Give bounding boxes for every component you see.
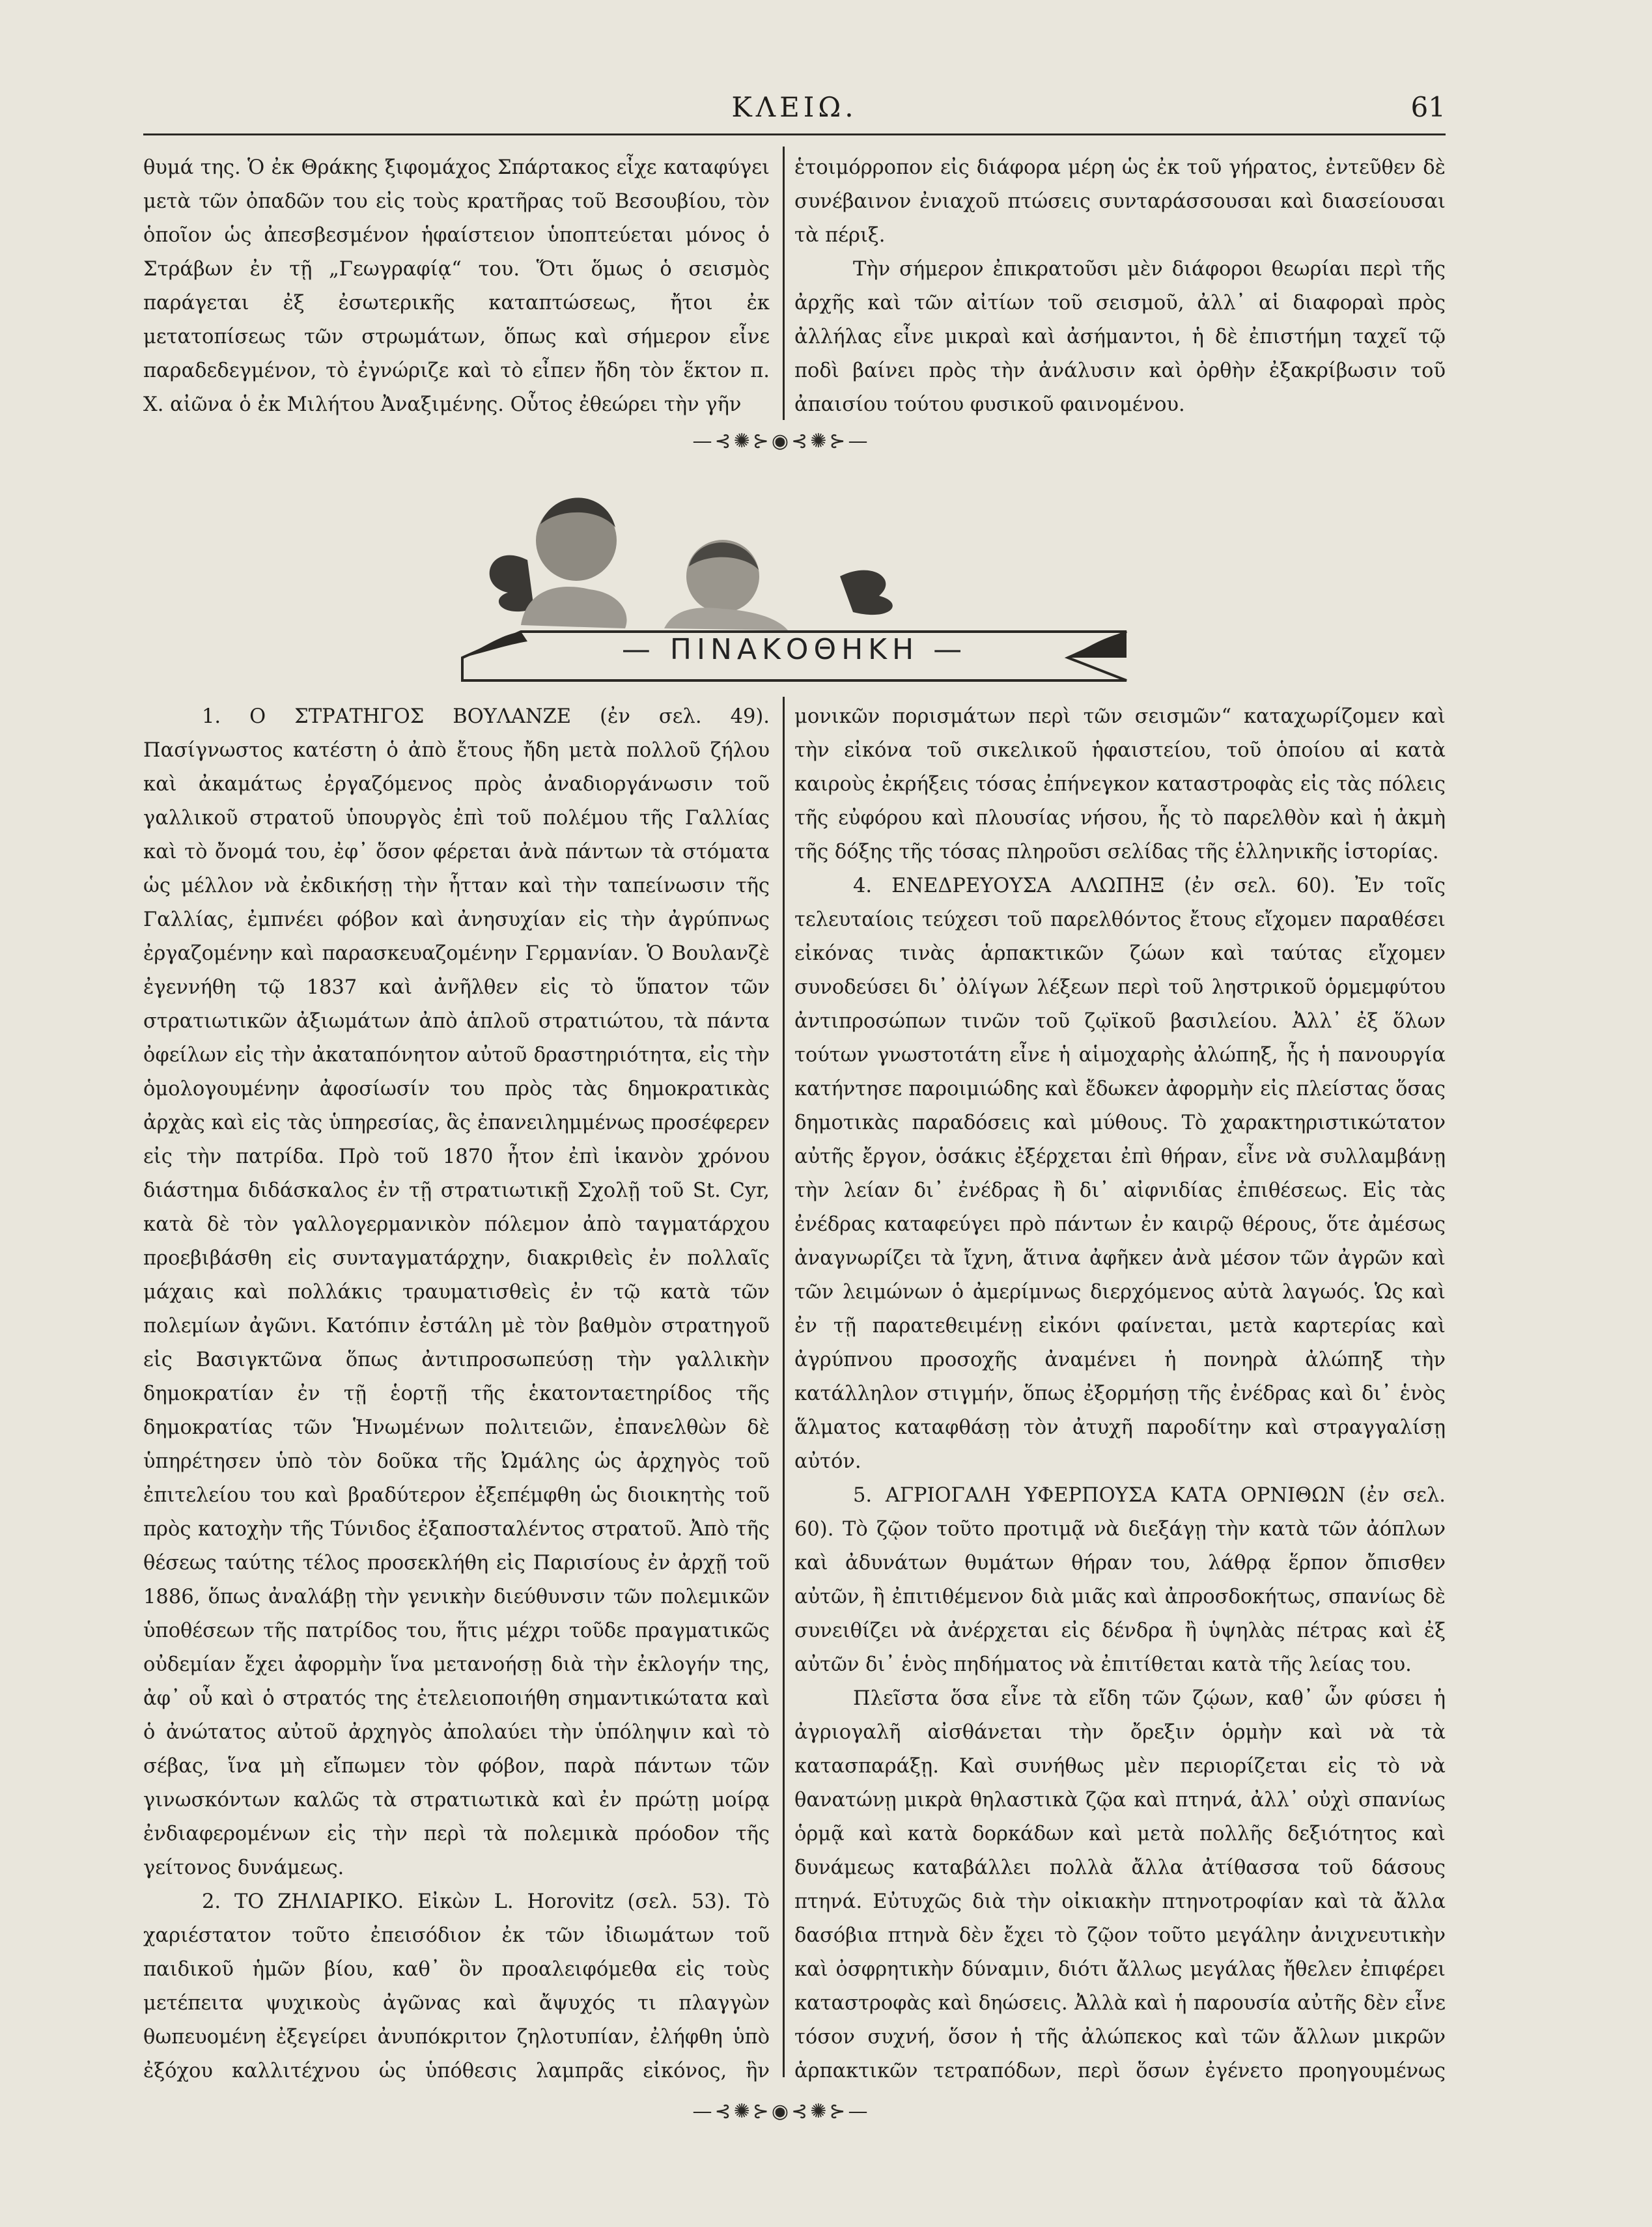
left-cherub-body (521, 587, 627, 628)
article-wildcat-continued: Πλεῖστα ὅσα εἶνε τὰ εἴδη τῶν ζῴων, καθ᾽ ὧν φύσει ἡ ἀγριογαλῆ αἰσθάνεται τὴν ὄρεξιν ὁρμὴν καὶ νὰ τὰ κατασπαράξῃ. Καὶ συνήθως μὲν περιορίζεται εἰς τὸ νὰ θανατώνῃ μικρὰ θηλαστικὰ ζῷα καὶ πτηνά, ἀλλ᾽ οὐχὶ σπανίως ὁρμᾷ καὶ κατὰ δορκάδων καὶ μετὰ πολλῆς δεξιότητος καὶ δυνάμεως καταβάλλει πολλὰ ἄλλα ἀτίθασσα τοῦ δάσους πτηνά. Εὐτυχῶς διὰ τὴν οἰκιακὴν πτηνοτροφίαν καὶ τὰ ἄλλα δασόβια πτηνὰ δὲν ἔχει τὸ ζῷον τοῦτο μεγάλην ἀνιχνευτικὴν καὶ ὀσφρητικὴν δύναμιν, διότι ἄλλως μεγάλας ἤθελεν ἐπιφέρει καταστροφὰς καὶ δηώσεις. Ἀλλὰ καὶ ἡ παρουσία αὐτῆς δὲν εἶνε τόσον συχνή, ὅσον ἡ τῆς ἀλώπεκος καὶ τῶν ἄλλων μικρῶν ἁρπακτικῶν τετραπόδων, περὶ ὅσων ἐγένετο προηγουμένως (794, 1687, 1446, 2082)
top-ornament: —⊰✺⊱◉⊰✺⊱— (692, 430, 871, 453)
top-right-paragraph-2: Τὴν σήμερον ἐπικρατοῦσι μὲν διάφοροι θεωρίαι περὶ τῆς ἀρχῆς καὶ τῶν αἰτίων τοῦ σεισμοῦ, ἀλλ᾽ αἱ διαφοραὶ πρὸς ἀλλήλας εἶνε μικραὶ καὶ ἀσήμαντοι, ἡ δὲ ἐπιστήμη ταχεῖ τῷ ποδὶ βαίνει πρὸς τὴν ἀνάλυσιν καὶ ὀρθὴν ἐξακρίβωσιν τοῦ ἀπαισίου τούτου φυσικοῦ φαινομένου. (794, 258, 1446, 416)
top-column-rule (783, 147, 785, 420)
article-zealous-child: 2. ΤΟ ΖΗΛΙΑΡΙΚΟ. Εἰκὼν L. Horovitz (σελ. 53). Τὸ χαριέστατον τοῦτο ἐπεισόδιον ἐκ τῶν ἰδιωμάτων τοῦ παιδικοῦ ἡμῶν βίου, καθ᾽ ὃν προαλειφόμεθα εἰς τοὺς μετέπειτα ψυχικοὺς ἀγῶνας καὶ ἄψυχός τι πλαγγὼν θωπευομένη ἐξεγείρει ἀνυπόκριτον ζηλοτυπίαν, ἐλήφθη ὑπὸ ἐξόχου καλλιτέχνου ὡς ὑπόθεσις λαμπρᾶς εἰκόνος, ἣν (143, 1890, 770, 2082)
right-cherub-arms (664, 608, 788, 630)
banner-label: — ΠΙΝΑΚΟΘΗΚΗ — (621, 633, 968, 666)
main-right-column (794, 700, 1446, 2084)
running-title: ΚΛΕΙΩ. (731, 91, 858, 123)
article-wildcat: 5. ΑΓΡΙΟΓΑΛΗ ΥΦΕΡΠΟΥΣΑ ΚΑΤΑ ΟΡΝΙΘΩΝ (ἐν σελ. 60). Τὸ ζῷον τοῦτο προτιμᾷ νὰ διεξάγῃ τὴν κατὰ τῶν ἀόπλων καὶ ἀδυνάτων θυμάτων θήραν του, λάθρᾳ ἕρπον ὄπισθεν αὐτῶν, ἢ ἐπιτιθέμενον διὰ μιᾶς καὶ ἀπροσδοκήτως, σπανίως δὲ συνειθίζει νὰ ἀνέρχεται εἰς δένδρα ἢ ὑψηλὰς πέτρας καὶ ἐξ αὐτῶν δι᾽ ἑνὸς πηδήματος νὰ ἐπιτίθεται κατὰ τῆς λείας του. (794, 1484, 1446, 1676)
top-left-paragraph: θυμά της. Ὁ ἐκ Θράκης ξιφομάχος Σπάρτακος εἶχε καταφύγει μετὰ τῶν ὀπαδῶν του εἰς τοὺς κρατῆρας τοῦ Βεσουβίου, τὸν ὁποῖον ὡς ἀπεσβεσμένον ἡφαίστειον ὑποπτεύεται μόνος ὁ Στράβων ἐν τῇ „Γεωγραφίᾳ“ του. Ὅτι ὅμως ὁ σεισμὸς παράγεται ἐξ ἐσωτερικῆς καταπτώσεως, ἤτοι ἐκ μετατοπίσεως τῶν στρωμάτων, ὅπως καὶ σήμερον εἶνε παραδεδεγμένον, τὸ ἐγνώριζε καὶ τὸ εἶπεν ἤδη τὸν ἕκτον π. Χ. αἰῶνα ὁ ἐκ Μιλήτου Ἀναξιμένης. Οὗτος ἐθεώρει τὴν γῆν (143, 156, 770, 416)
top-left-column (143, 151, 770, 425)
right-wing-shape (840, 570, 893, 615)
page-header (143, 91, 1446, 137)
pinakothiki-banner (449, 462, 1140, 684)
top-right-paragraph-1: ἑτοιμόρροπον εἰς διάφορα μέρη ὡς ἐκ τοῦ γήρατος, ἐντεῦθεν δὲ συνέβαινον ἐνιαχοῦ πτώσεις συνταράσσουσαι καὶ διασείουσαι τὰ πέριξ. (794, 156, 1446, 247)
article-etna-continued: μονικῶν πορισμάτων περὶ τῶν σεισμῶν“ καταχωρίζομεν καὶ τὴν εἰκόνα τοῦ σικελικοῦ ἡφαιστείου, τοῦ ὁποίου αἱ κατὰ καιροὺς ἐκρήξεις τόσας ἐπήνεγκον καταστροφὰς εἰς τὰς πόλεις τῆς εὐφόρου καὶ πλουσίας νήσου, ἧς τὸ παρελθὸν καὶ ἡ ἀκμὴ τῆς δόξης τῆς τόσας πληροῦσι σελίδας τῆς ἑλληνικῆς ἱστορίας. (794, 705, 1446, 863)
main-column-rule (783, 697, 785, 2077)
page-number: 61 (1410, 91, 1446, 123)
article-lurking-fox: 4. ΕΝΕΔΡΕΥΟΥΣΑ ΑΛΩΠΗΞ (ἐν σελ. 60). Ἐν τοῖς τελευταίοις τεύχεσι τοῦ παρελθόντος ἔτους εἴχομεν παραθέσει εἰκόνας τινὰς ἁρπακτικῶν ζώων καὶ ταύτας εἴχομεν συνοδεύσει δι᾽ ὀλίγων λέξεων περὶ τοῦ ληστρικοῦ ὁρμεμφύτου ἀντιπροσώπων τινῶν τοῦ ζῳϊκοῦ βασιλείου. Ἀλλ᾽ ἐξ ὅλων τούτων γνωστοτάτη εἶνε ἡ αἱμοχαρὴς ἀλώπηξ, ἧς ἡ πανουργία κατήντησε παροιμιώδης καὶ ἔδωκεν ἀφορμὴν εἰς πλείστας ὅσας δημοτικὰς παραδόσεις καὶ μύθους. Τὸ χαρακτηριστικώτατον αὐτῆς ἔργον, ὁσάκις ἐξέρχεται ἐπὶ θήραν, εἶνε νὰ συλλαμβάνῃ τὴν λείαν δι᾽ ἐνέδρας ἢ δι᾽ αἰφνιδίας ἐπιθέσεως. Εἰς τὰς ἐνέδρας καταφεύγει πρὸ πάντων ἐν καιρῷ θέρους, ὅτε ἀμέσως ἀναγνωρίζει τὰ ἴχνη, ἅτινα ἀφῆκεν ἀνὰ μέσον τῶν ἀγρῶν καὶ τῶν λειμώνων ὁ ἀμερίμνως διερχόμενος αὐτὰ λαγωός. Ὡς καὶ ἐν τῇ παρατεθειμένῃ εἰκόνι φαίνεται, μετὰ καρτερίας καὶ ἀγρύπνου προσοχῆς ἀναμένει ἡ πονηρὰ ἀλώπηξ τὴν κατάλληλον στιγμήν, ὅπως ἐξορμήσῃ τῆς ἐνέδρας καὶ δι᾽ ἑνὸς ἅλματος καταφθάσῃ τὸν ἀτυχῆ παροδίτην καὶ στραγγαλίσῃ αὐτόν. (794, 875, 1446, 1473)
main-left-column (143, 700, 770, 2084)
bottom-ornament: —⊰✺⊱◉⊰✺⊱— (692, 2100, 871, 2123)
top-right-column (794, 151, 1446, 425)
article-boulanger: 1. Ο ΣΤΡΑΤΗΓΟΣ ΒΟΥΛΑΝΖΕ (ἐν σελ. 49). Πασίγνωστος κατέστη ὁ ἀπὸ ἔτους ἤδη μετὰ πολλοῦ ζήλου καὶ ἀκαμάτως ἐργαζόμενος πρὸς ἀναδιοργάνωσιν τοῦ γαλλικοῦ στρατοῦ ὑπουργὸς ἐπὶ τοῦ πολέμου τῆς Γαλλίας καὶ τὸ ὄνομά του, ἐφ᾽ ὅσον φέρεται ἀνὰ πάντων τὰ στόματα ὡς μέλλον νὰ ἐκδικήσῃ τὴν ἧτταν καὶ τὴν ταπείνωσιν τῆς Γαλλίας, ἐμπνέει φόβον καὶ ἀνησυχίαν εἰς τὴν ἀγρύπνως ἐργαζομένην καὶ παρασκευαζομένην Γερμανίαν. Ὁ Βουλανζὲ ἐγεννήθη τῷ 1837 καὶ ἀνῆλθεν εἰς τὸ ὕπατον τῶν στρατιωτικῶν ἀξιωμάτων ἀπὸ ἁπλοῦ στρατιώτου, τὰ πάντα ὀφείλων εἰς τὴν ἀκαταπόνητον αὐτοῦ δραστηριότητα, εἰς τὴν ὁμολογουμένην ἀφοσίωσίν του πρὸς τὰς δημοκρατικὰς ἀρχὰς καὶ εἰς τὰς ὑπηρεσίας, ἃς ἐπανειλημμένως προσέφερεν εἰς τὴν πατρίδα. Πρὸ τοῦ 1870 ἦτον ἐπὶ ἱκανὸν χρόνου διάστημα διδάσκαλος ἐν τῇ στρατιωτικῇ Σχολῇ τοῦ St. Cyr, κατὰ δὲ τὸν γαλλογερμανικὸν πόλεμον ἀπὸ ταγματάρχου προεβιβάσθη εἰς συνταγματάρχην, διακριθεὶς ἐν πολλαῖς μάχαις καὶ πολλάκις τραυματισθεὶς ἐν τῷ κατὰ τῶν πολεμίων ἀγῶνι. Κατόπιν ἐστάλη μὲ τὸν βαθμὸν στρατηγοῦ εἰς Βασιγκτῶνα ὅπως ἀντιπροσωπεύσῃ τὴν γαλλικὴν δημοκρατίαν ἐν τῇ ἑορτῇ τῆς ἑκατονταετηρίδος τῆς δημοκρατίας τῶν Ἡνωμένων πολιτειῶν, ἐπανελθὼν δὲ ὑπηρέτησεν ὑπὸ τὸν δοῦκα τῆς Ὠμάλης ὡς ἀρχηγὸς τοῦ ἐπιτελείου του καὶ βραδύτερον ἐξεπέμφθη ὡς διοικητὴς τοῦ πρὸς κατοχὴν τῆς Τύνιδος ἐξαποσταλέντος στρατοῦ. Ἀπὸ τῆς θέσεως ταύτης τέλος προσεκλήθη εἰς Παρισίους ἐν ἀρχῇ τοῦ 1886, ὅπως ἀναλάβῃ τὴν γενικὴν διεύθυνσιν τῶν πολεμικῶν ὑποθέσεων τῆς πατρίδος του, ἥτις μέχρι τοῦδε πραγματικῶς οὐδεμίαν ἔχει ἀφορμὴν ἵνα μετανοήσῃ διὰ τὴν ἐκλογήν της, ἀφ᾽ οὗ καὶ ὁ στρατός της ἐτελειοποιήθη σημαντικώτατα καὶ ὁ ἀνώτατος αὐτοῦ ἀρχηγὸς ἀπολαύει τὴν ὑπόληψιν καὶ τὸ σέβας, ἵνα μὴ εἴπωμεν τὸν φόβον, παρὰ πάντων τῶν γινωσκόντων καλῶς τὰ στρατιωτικὰ καὶ ἐν πρώτῃ μοίρᾳ ἐνδιαφερομένων εἰς τὴν περὶ τὰ πολεμικὰ πρόοδον τῆς γείτονος δυνάμεως. (143, 705, 770, 1879)
left-wing-shape (490, 555, 534, 612)
header-rule (143, 133, 1446, 135)
